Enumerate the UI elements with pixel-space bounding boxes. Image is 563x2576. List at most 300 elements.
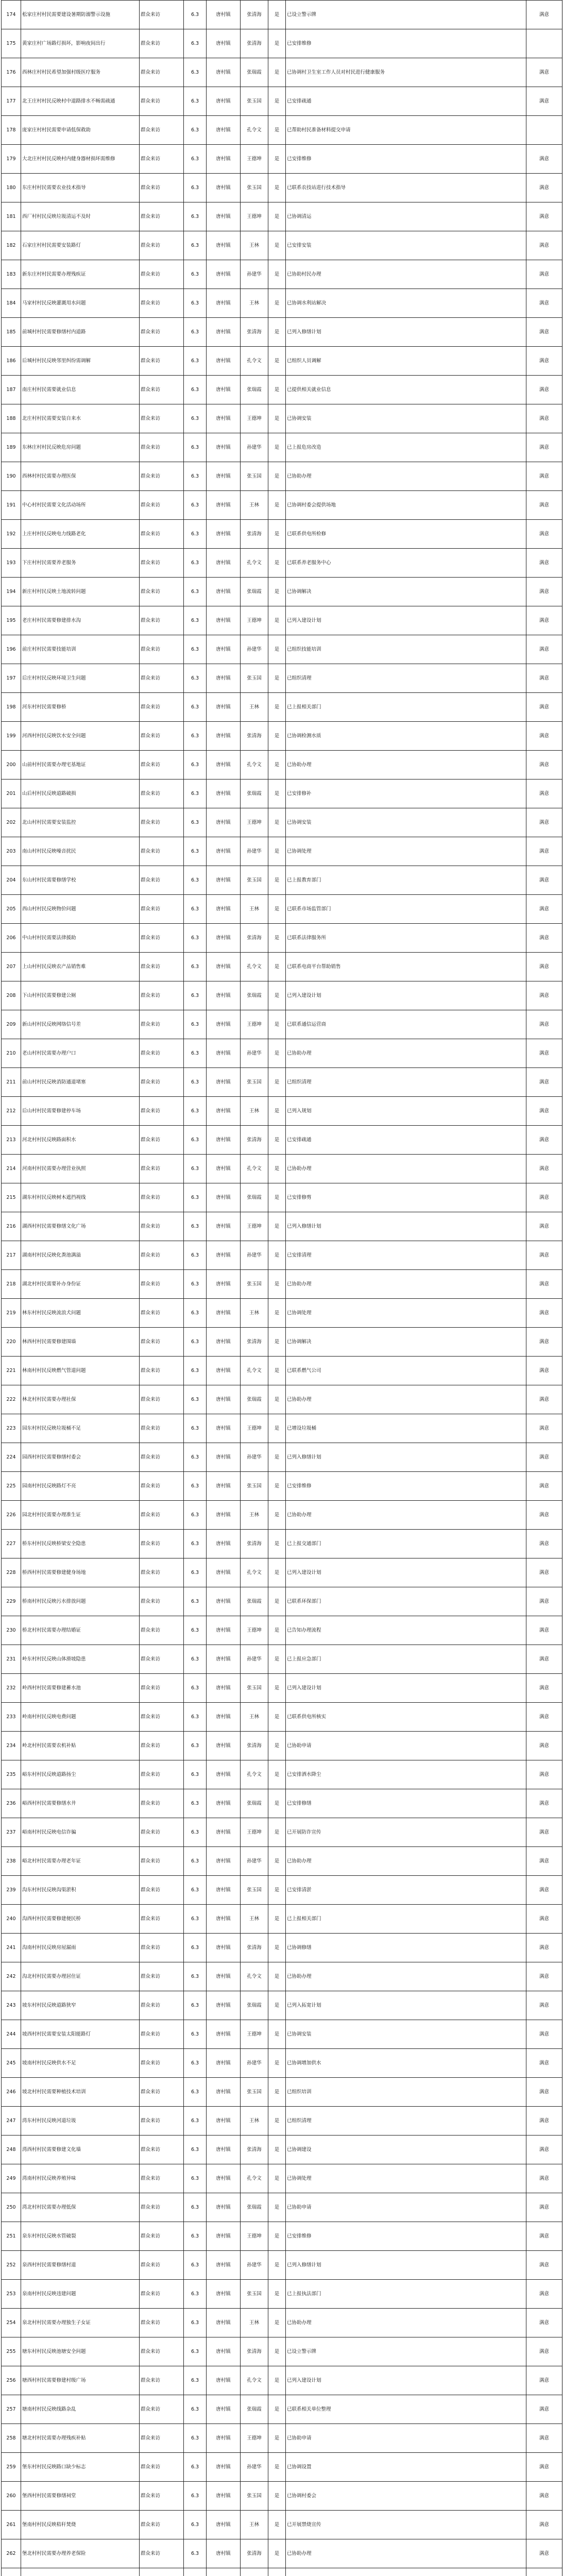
cell-ok: 是 — [268, 635, 286, 664]
table-row — [2, 953, 562, 981]
cell-date: 6.3 — [184, 2482, 207, 2511]
table-row — [2, 462, 562, 491]
cell-ok: 是 — [268, 808, 286, 837]
cell-eval: 满意 — [526, 1558, 562, 1587]
cell-person: 张玉国 — [241, 2280, 268, 2309]
cell-source: 群众来访 — [140, 1876, 184, 1905]
cell-no: 203 — [2, 837, 21, 866]
cell-eval: 满意 — [526, 1097, 562, 1126]
table-row — [2, 58, 562, 87]
cell-no: 210 — [2, 1039, 21, 1068]
cell-title: 园西村村民需要修缮村委会 — [21, 1443, 140, 1472]
cell-source: 群众来访 — [140, 779, 184, 808]
table-row — [2, 2424, 562, 2453]
cell-date: 6.3 — [184, 289, 207, 318]
cell-result: 已上报交通部门 — [286, 1530, 526, 1558]
cell-title: 湖西村村民需要修缮文化广场 — [21, 1212, 140, 1241]
cell-source: 群众来访 — [140, 549, 184, 578]
table-row — [2, 1501, 562, 1530]
cell-town: 唐村镇 — [207, 1, 241, 29]
cell-result: 已列入建设计划 — [286, 1558, 526, 1587]
cell-person: 张瑞霞 — [241, 1789, 268, 1818]
cell-person: 王林 — [241, 1097, 268, 1126]
cell-source: 群众来访 — [140, 895, 184, 924]
cell-title: 沟南村村民反映房屋漏雨 — [21, 1934, 140, 1962]
cell-person: 王德坤 — [241, 1010, 268, 1039]
cell-source: 群众来访 — [140, 2280, 184, 2309]
cell-date: 6.3 — [184, 433, 207, 462]
cell-source: 群众来访 — [140, 1155, 184, 1183]
table-row — [2, 2511, 562, 2539]
cell-eval: 满意 — [526, 87, 562, 116]
cell-eval: 满意 — [526, 2164, 562, 2193]
cell-ok: 是 — [268, 1097, 286, 1126]
cell-town: 唐村镇 — [207, 1818, 241, 1847]
cell-no: 209 — [2, 1010, 21, 1039]
cell-title: 林南村村民反映燃气管道问题 — [21, 1357, 140, 1385]
table-row — [2, 635, 562, 664]
cell-source: 群众来访 — [140, 1991, 184, 2020]
cell-person: 孙建华 — [241, 1847, 268, 1876]
cell-person: 王林 — [241, 1703, 268, 1732]
cell-town: 唐村镇 — [207, 1991, 241, 2020]
cell-date: 6.3 — [184, 1760, 207, 1789]
cell-source: 群众来访 — [140, 1587, 184, 1616]
cell-ok: 是 — [268, 1732, 286, 1760]
cell-no: 236 — [2, 1789, 21, 1818]
cell-ok: 是 — [268, 2078, 286, 2107]
cell-date: 6.3 — [184, 2222, 207, 2251]
cell-title: 峪南村村民反映电信诈骗 — [21, 1818, 140, 1847]
table-row — [2, 116, 562, 145]
cell-date: 6.3 — [184, 1443, 207, 1472]
cell-eval: 满意 — [526, 491, 562, 520]
cell-result: 已协助申请 — [286, 2193, 526, 2222]
cell-source: 群众来访 — [140, 1732, 184, 1760]
cell-person: 张清海 — [241, 1732, 268, 1760]
cell-town: 唐村镇 — [207, 1962, 241, 1991]
cell-ok: 是 — [268, 1934, 286, 1962]
cell-person: 孔令文 — [241, 2366, 268, 2395]
table-row — [2, 1587, 562, 1616]
cell-person: 张玉国 — [241, 87, 268, 116]
cell-date: 6.3 — [184, 606, 207, 635]
cell-ok: 是 — [268, 1068, 286, 1097]
cell-town: 唐村镇 — [207, 520, 241, 549]
cell-town: 唐村镇 — [207, 2539, 241, 2568]
cell-ok: 是 — [268, 145, 286, 174]
cell-result: 已协调安装 — [286, 808, 526, 837]
cell-source: 群众来访 — [140, 578, 184, 606]
cell-eval: 满意 — [526, 462, 562, 491]
cell-ok: 是 — [268, 2539, 286, 2568]
cell-title: 峪东村村民反映道路扬尘 — [21, 1760, 140, 1789]
cell-result: 已安排安装 — [286, 231, 526, 260]
cell-title: 南山村村民反映噪音扰民 — [21, 837, 140, 866]
cell-title: 东庄村村民需要农业技术指导 — [21, 174, 140, 202]
cell-eval: 满意 — [526, 1789, 562, 1818]
cell-eval: 满意 — [526, 1760, 562, 1789]
cell-no: 229 — [2, 1587, 21, 1616]
cell-title: 林西村村民需要修建围墙 — [21, 1328, 140, 1357]
cell-town: 唐村镇 — [207, 1357, 241, 1385]
cell-result: 已联系相关单位整理 — [286, 2395, 526, 2424]
cell-no: 212 — [2, 1097, 21, 1126]
cell-title: 山后村村民反映道路破损 — [21, 779, 140, 808]
cell-title: 新东庄村村民需要办理残疾证 — [21, 260, 140, 289]
cell-town: 唐村镇 — [207, 2020, 241, 2049]
cell-person: 王林 — [241, 1299, 268, 1328]
cell-eval: 满意 — [526, 1616, 562, 1645]
cell-ok: 是 — [268, 1039, 286, 1068]
cell-source: 群众来访 — [140, 1760, 184, 1789]
table-row — [2, 2222, 562, 2251]
cell-no: 246 — [2, 2078, 21, 2107]
cell-result: 已协助办理 — [286, 462, 526, 491]
cell-date: 6.3 — [184, 1328, 207, 1357]
cell-title: 坡南村村民反映供水不足 — [21, 2049, 140, 2078]
cell-date: 6.3 — [184, 116, 207, 145]
cell-eval: 满意 — [526, 2078, 562, 2107]
cell-no: 190 — [2, 462, 21, 491]
table-row — [2, 2020, 562, 2049]
cell-eval: 满意 — [526, 722, 562, 751]
cell-ok: 是 — [268, 1328, 286, 1357]
cell-eval: 满意 — [526, 2424, 562, 2453]
cell-result: 已协调处理 — [286, 2164, 526, 2193]
table-row — [2, 2453, 562, 2482]
cell-eval: 满意 — [526, 895, 562, 924]
cell-town: 唐村镇 — [207, 202, 241, 231]
cell-town: 唐村镇 — [207, 2193, 241, 2222]
cell-eval: 满意 — [526, 751, 562, 779]
cell-title: 坡北村村民需要种植技术培训 — [21, 2078, 140, 2107]
cell-no: 220 — [2, 1328, 21, 1357]
cell-ok: 是 — [268, 1155, 286, 1183]
cell-source: 群众来访 — [140, 693, 184, 722]
cell-eval: 满意 — [526, 924, 562, 953]
cell-town: 唐村镇 — [207, 1183, 241, 1212]
cell-source: 群众来访 — [140, 2424, 184, 2453]
cell-result: 已列入修缮计划 — [286, 318, 526, 347]
cell-date: 6.3 — [184, 2049, 207, 2078]
cell-date: 6.3 — [184, 491, 207, 520]
cell-no: 240 — [2, 1905, 21, 1934]
cell-ok: 是 — [268, 231, 286, 260]
cell-result: 已列入修缮计划 — [286, 1212, 526, 1241]
cell-person: 张玉国 — [241, 1472, 268, 1501]
cell-ok: 是 — [268, 1, 286, 29]
cell-eval: 满意 — [526, 2309, 562, 2337]
cell-ok: 是 — [268, 491, 286, 520]
cell-date: 6.3 — [184, 1789, 207, 1818]
cell-source: 群众来访 — [140, 491, 184, 520]
cell-town: 唐村镇 — [207, 1443, 241, 1472]
cell-ok: 是 — [268, 1587, 286, 1616]
cell-town: 唐村镇 — [207, 2424, 241, 2453]
cell-result: 已安排疏通 — [286, 1126, 526, 1155]
cell-result: 已协助办理 — [286, 2539, 526, 2568]
table-row — [2, 1068, 562, 1097]
cell-result: 已列入规划 — [286, 1097, 526, 1126]
cell-no: 225 — [2, 1472, 21, 1501]
cell-eval: 满意 — [526, 520, 562, 549]
cell-date: 6.3 — [184, 1, 207, 29]
cell-person: 张瑞霞 — [241, 1183, 268, 1212]
cell-ok: 是 — [268, 1703, 286, 1732]
cell-ok: 是 — [268, 895, 286, 924]
cell-source: 群众来访 — [140, 2078, 184, 2107]
table-row — [2, 1443, 562, 1472]
cell-date: 6.3 — [184, 1703, 207, 1732]
cell-date: 6.3 — [184, 29, 207, 58]
cell-date: 6.3 — [184, 174, 207, 202]
cell-date: 6.3 — [184, 1616, 207, 1645]
cell-ok: 是 — [268, 2337, 286, 2366]
cell-no: 199 — [2, 722, 21, 751]
cell-no: 207 — [2, 953, 21, 981]
cell-result: 已组织人员调解 — [286, 347, 526, 376]
cell-result: 已列入建设计划 — [286, 981, 526, 1010]
cell-result: 已上报教育部门 — [286, 866, 526, 895]
cell-title: 下山村村民需要修建公厕 — [21, 981, 140, 1010]
cell-title: 沟西村村民需要修建便民桥 — [21, 1905, 140, 1934]
cell-source: 群众来访 — [140, 2049, 184, 2078]
cell-result: 已提供相关就业信息 — [286, 376, 526, 404]
cell-eval: 满意 — [526, 1039, 562, 1068]
cell-eval: 满意 — [526, 231, 562, 260]
cell-no: 238 — [2, 1847, 21, 1876]
table-row — [2, 1847, 562, 1876]
cell-no: 180 — [2, 174, 21, 202]
cell-title: 峪西村村民需要修缮水井 — [21, 1789, 140, 1818]
cell-result: 已协调设置 — [286, 2453, 526, 2482]
cell-no: 223 — [2, 1414, 21, 1443]
cell-eval: 满意 — [526, 1183, 562, 1212]
cell-town: 唐村镇 — [207, 1328, 241, 1357]
cell-eval: 满意 — [526, 866, 562, 895]
cell-town: 唐村镇 — [207, 808, 241, 837]
table-row — [2, 1241, 562, 1270]
cell-person: 张清海 — [241, 1530, 268, 1558]
cell-person: 王德坤 — [241, 1414, 268, 1443]
cell-person: 张瑞霞 — [241, 2193, 268, 2222]
cell-town: 唐村镇 — [207, 1587, 241, 1616]
cell-no: 242 — [2, 1962, 21, 1991]
cell-date: 6.3 — [184, 924, 207, 953]
cell-ok: 是 — [268, 2482, 286, 2511]
cell-date: 6.3 — [184, 231, 207, 260]
cell-town: 唐村镇 — [207, 635, 241, 664]
cell-person: 王林 — [241, 693, 268, 722]
cell-no: 201 — [2, 779, 21, 808]
cell-no: 175 — [2, 29, 21, 58]
cell-date: 6.3 — [184, 1414, 207, 1443]
cell-source: 群众来访 — [140, 2193, 184, 2222]
cell-source: 群众来访 — [140, 2309, 184, 2337]
cell-person: 王林 — [241, 2309, 268, 2337]
cell-ok: 是 — [268, 1818, 286, 1847]
cell-source: 群众来访 — [140, 2511, 184, 2539]
cell-source: 群众来访 — [140, 866, 184, 895]
cell-source: 群众来访 — [140, 520, 184, 549]
cell-source: 群众来访 — [140, 318, 184, 347]
cell-source: 群众来访 — [140, 2107, 184, 2136]
cell-no: 262 — [2, 2539, 21, 2568]
cell-eval: 满意 — [526, 1962, 562, 1991]
cell-title: 堡南村村民反映秸秆焚烧 — [21, 2511, 140, 2539]
table-row — [2, 981, 562, 1010]
table-row — [2, 2107, 562, 2136]
cell-eval: 满意 — [526, 1299, 562, 1328]
cell-source: 群众来访 — [140, 1645, 184, 1674]
table-row — [2, 1155, 562, 1183]
cell-result: 已协调检测水质 — [286, 722, 526, 751]
cell-result: 已协调解决 — [286, 1328, 526, 1357]
cell-ok: 是 — [268, 376, 286, 404]
cell-date: 6.3 — [184, 779, 207, 808]
table-row — [2, 260, 562, 289]
cell-title: 后山村村民需要修建停车场 — [21, 1097, 140, 1126]
cell-date: 6.3 — [184, 2107, 207, 2136]
cell-person: 孔令文 — [241, 2164, 268, 2193]
cell-eval: 满意 — [526, 1328, 562, 1357]
cell-result: 已列入修缮计划 — [286, 1443, 526, 1472]
cell-date: 6.3 — [184, 1241, 207, 1270]
table-row — [2, 895, 562, 924]
cell-person: 张瑞霞 — [241, 1991, 268, 2020]
cell-eval: 满意 — [526, 549, 562, 578]
cell-no: 260 — [2, 2482, 21, 2511]
table-row — [2, 1991, 562, 2020]
cell-town: 唐村镇 — [207, 116, 241, 145]
cell-date: 6.3 — [184, 578, 207, 606]
cell-result: 已组织清理 — [286, 2107, 526, 2136]
cell-ok: 是 — [268, 1847, 286, 1876]
cell-result: 已协调村卫生室工作人员对村民进行健康服务 — [286, 58, 526, 87]
table-row — [2, 2136, 562, 2164]
cell-no: 176 — [2, 58, 21, 87]
table-row — [2, 1789, 562, 1818]
cell-date: 6.3 — [184, 1270, 207, 1299]
cell-person: 张玉国 — [241, 174, 268, 202]
cell-ok: 是 — [268, 1962, 286, 1991]
cell-ok: 是 — [268, 202, 286, 231]
cell-date: 6.3 — [184, 1934, 207, 1962]
cell-title: 后庄村村民反映环境卫生问题 — [21, 664, 140, 693]
cell-ok: 是 — [268, 2193, 286, 2222]
cell-ok: 是 — [268, 1991, 286, 2020]
cell-eval: 满意 — [526, 2020, 562, 2049]
cell-town: 唐村镇 — [207, 1732, 241, 1760]
cell-person: 张玉国 — [241, 2078, 268, 2107]
table-row — [2, 1616, 562, 1645]
table-row — [2, 1703, 562, 1732]
cell-no: 231 — [2, 1645, 21, 1674]
cell-eval: 满意 — [526, 2280, 562, 2309]
cell-result: 已组织技能培训 — [286, 635, 526, 664]
cell-no: 224 — [2, 1443, 21, 1472]
cell-eval: 满意 — [526, 2395, 562, 2424]
cell-town: 唐村镇 — [207, 1789, 241, 1818]
cell-date: 6.3 — [184, 953, 207, 981]
cell-source: 群众来访 — [140, 1847, 184, 1876]
cell-source: 群众来访 — [140, 1270, 184, 1299]
cell-town: 唐村镇 — [207, 2309, 241, 2337]
cell-result: 已安排维修 — [286, 2222, 526, 2251]
cell-date: 6.3 — [184, 1674, 207, 1703]
cell-no: 230 — [2, 1616, 21, 1645]
cell-source: 群众来访 — [140, 1357, 184, 1385]
cell-eval: 满意 — [526, 1732, 562, 1760]
cell-eval: 满意 — [526, 1905, 562, 1934]
cell-person: 张瑞霞 — [241, 1587, 268, 1616]
cell-person: 张瑞霞 — [241, 376, 268, 404]
cell-source: 群众来访 — [140, 1934, 184, 1962]
cell-source: 群众来访 — [140, 289, 184, 318]
cell-eval: 满意 — [526, 2222, 562, 2251]
cell-result: 已协调解决 — [286, 578, 526, 606]
cell-town: 唐村镇 — [207, 1039, 241, 1068]
cell-source: 群众来访 — [140, 231, 184, 260]
cell-result: 已协调处理 — [286, 1299, 526, 1328]
cell-date: 6.3 — [184, 1876, 207, 1905]
cell-result: 已安排修缮 — [286, 1789, 526, 1818]
cell-title: 沟东村村民反映沟渠淤积 — [21, 1876, 140, 1905]
cell-ok: 是 — [268, 1645, 286, 1674]
cell-person: 张清海 — [241, 2539, 268, 2568]
cell-eval: 满意 — [526, 376, 562, 404]
cell-result: 已联系通信运营商 — [286, 1010, 526, 1039]
cell-person: 孔令文 — [241, 751, 268, 779]
cell-title: 西林村村民需要办理医保 — [21, 462, 140, 491]
cell-no: 249 — [2, 2164, 21, 2193]
cell-title: 堡西村村民需要修缮祠堂 — [21, 2482, 140, 2511]
cell-no: 213 — [2, 1126, 21, 1155]
cell-ok: 是 — [268, 1212, 286, 1241]
table-row — [2, 808, 562, 837]
cell-town: 唐村镇 — [207, 924, 241, 953]
cell-eval: 满意 — [526, 174, 562, 202]
cell-ok: 是 — [268, 318, 286, 347]
cell-eval: 满意 — [526, 318, 562, 347]
cell-source: 群众来访 — [140, 87, 184, 116]
cell-source: 群众来访 — [140, 2366, 184, 2395]
table-row — [2, 2251, 562, 2280]
cell-source: 群众来访 — [140, 2395, 184, 2424]
cell-no: 204 — [2, 866, 21, 895]
cell-ok: 是 — [268, 2453, 286, 2482]
cell-no: 239 — [2, 1876, 21, 1905]
table-row — [2, 2280, 562, 2309]
table-row — [2, 1097, 562, 1126]
cell-result: 已安排清淤 — [286, 1876, 526, 1905]
cell-eval: 满意 — [526, 578, 562, 606]
cell-source: 群众来访 — [140, 202, 184, 231]
table-row — [2, 318, 562, 347]
cell-no: 228 — [2, 1558, 21, 1587]
cell-date: 6.3 — [184, 1097, 207, 1126]
cell-date: 6.3 — [184, 549, 207, 578]
table-row — [2, 1039, 562, 1068]
cell-result: 已列入建设计划 — [286, 1674, 526, 1703]
cell-result: 已联系电商平台帮助销售 — [286, 953, 526, 981]
cell-ok: 是 — [268, 2280, 286, 2309]
cell-source: 群众来访 — [140, 462, 184, 491]
cell-title: 塘东村村民反映池塘安全问题 — [21, 2337, 140, 2366]
cell-no: 198 — [2, 693, 21, 722]
cell-date: 6.3 — [184, 635, 207, 664]
